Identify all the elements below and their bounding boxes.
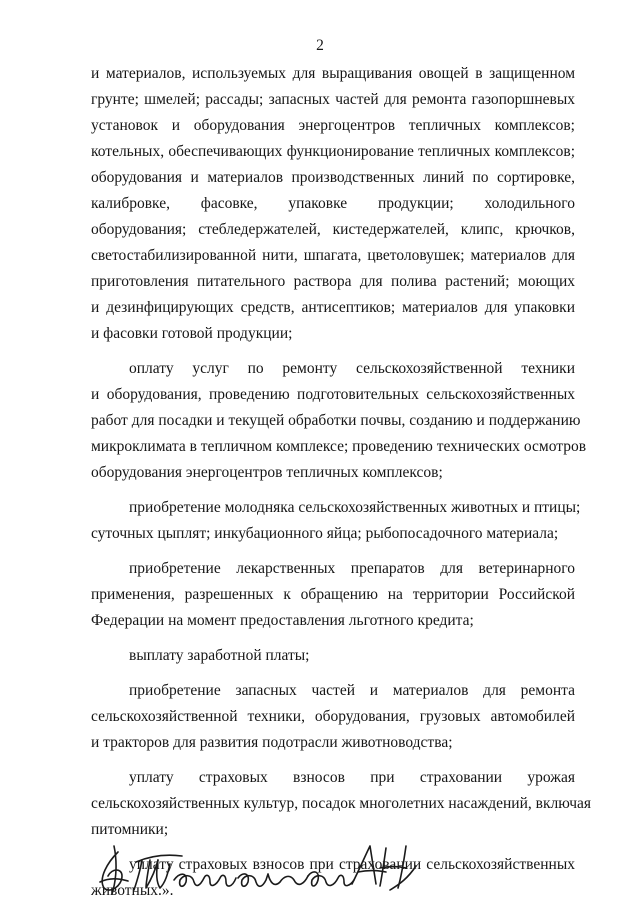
text-line: применения, разрешенных к обращению на территории Российской: [91, 586, 575, 603]
paragraph-salary: [91, 643, 575, 669]
text-line: светостабилизированной нити, шпагата, цветоловушек; материалов для: [91, 247, 575, 264]
text-line: оборудования энергоцентров тепличных комплексов;: [91, 464, 443, 481]
paragraph-veterinary: [91, 556, 575, 634]
text-line: Федерации на момент предоставления льготного кредита;: [91, 612, 474, 629]
text-line: приобретение лекарственных препаратов для ветеринарного: [129, 560, 575, 577]
text-line: сельскохозяйственных культур, посадок многолетних насаждений, включая: [91, 795, 592, 812]
text-line: грунте; шмелей; рассады; запасных частей для ремонта газопоршневых: [91, 91, 575, 108]
text-line: и фасовки готовой продукции;: [91, 325, 293, 342]
text-line: котельных, обеспечивающих функционирование тепличных комплексов;: [91, 143, 575, 160]
text-line: и материалов, используемых для выращивания овощей в защищенном: [91, 65, 575, 82]
handwritten-signature: [90, 838, 420, 900]
page-number: 2: [316, 37, 324, 54]
paragraph-spare-parts: [91, 678, 575, 756]
text-line: оборудования и материалов производственных линий по сортировке,: [91, 169, 575, 186]
paragraph-services: [91, 356, 587, 486]
paragraph-materials: [91, 61, 575, 347]
text-line: и дезинфицирующих средств, антисептиков; материалов для упаковки: [91, 299, 575, 316]
text-line: и тракторов для развития подотрасли животноводства;: [91, 734, 453, 751]
text-line: и оборудования, проведению подготовительных сельскохозяйственных: [91, 386, 575, 403]
paragraph-crop-insurance: [91, 765, 592, 843]
text-line: приобретение запасных частей и материалов для ремонта: [129, 682, 575, 699]
text-line: оплату услуг по ремонту сельскохозяйственной техники: [129, 360, 575, 377]
text-line: приобретение молодняка сельскохозяйственных животных и птицы;: [129, 499, 581, 516]
text-line: питомники;: [91, 821, 169, 838]
text-line: работ для посадки и текущей обработки почвы, созданию и поддержанию: [91, 412, 581, 429]
text-line: суточных цыплят; инкубационного яйца; рыбопосадочного материала;: [91, 525, 559, 542]
text-line: установок и оборудования энергоцентров тепличных комплексов;: [91, 117, 575, 134]
text-line: калибровке, фасовке, упаковке продукции; холодильного: [91, 195, 575, 212]
text-line: приготовления питательного раствора для полива растений; моющих: [91, 273, 575, 290]
document-body: [91, 61, 592, 913]
text-line: животных.».: [91, 882, 174, 899]
paragraph-livestock: [91, 495, 581, 547]
text-line: сельскохозяйственной техники, оборудования, грузовых автомобилей: [91, 708, 575, 725]
text-line: уплату страховых взносов при страховании сельскохозяйственных: [129, 856, 575, 873]
text-line: выплату заработной платы;: [129, 647, 310, 664]
text-line: уплату страховых взносов при страховании урожая: [129, 769, 575, 786]
text-line: микроклимата в тепличном комплексе; проведению технических осмотров: [91, 438, 587, 455]
text-line: оборудования; стебледержателей, кистедержателей, клипс, крючков,: [91, 221, 575, 238]
